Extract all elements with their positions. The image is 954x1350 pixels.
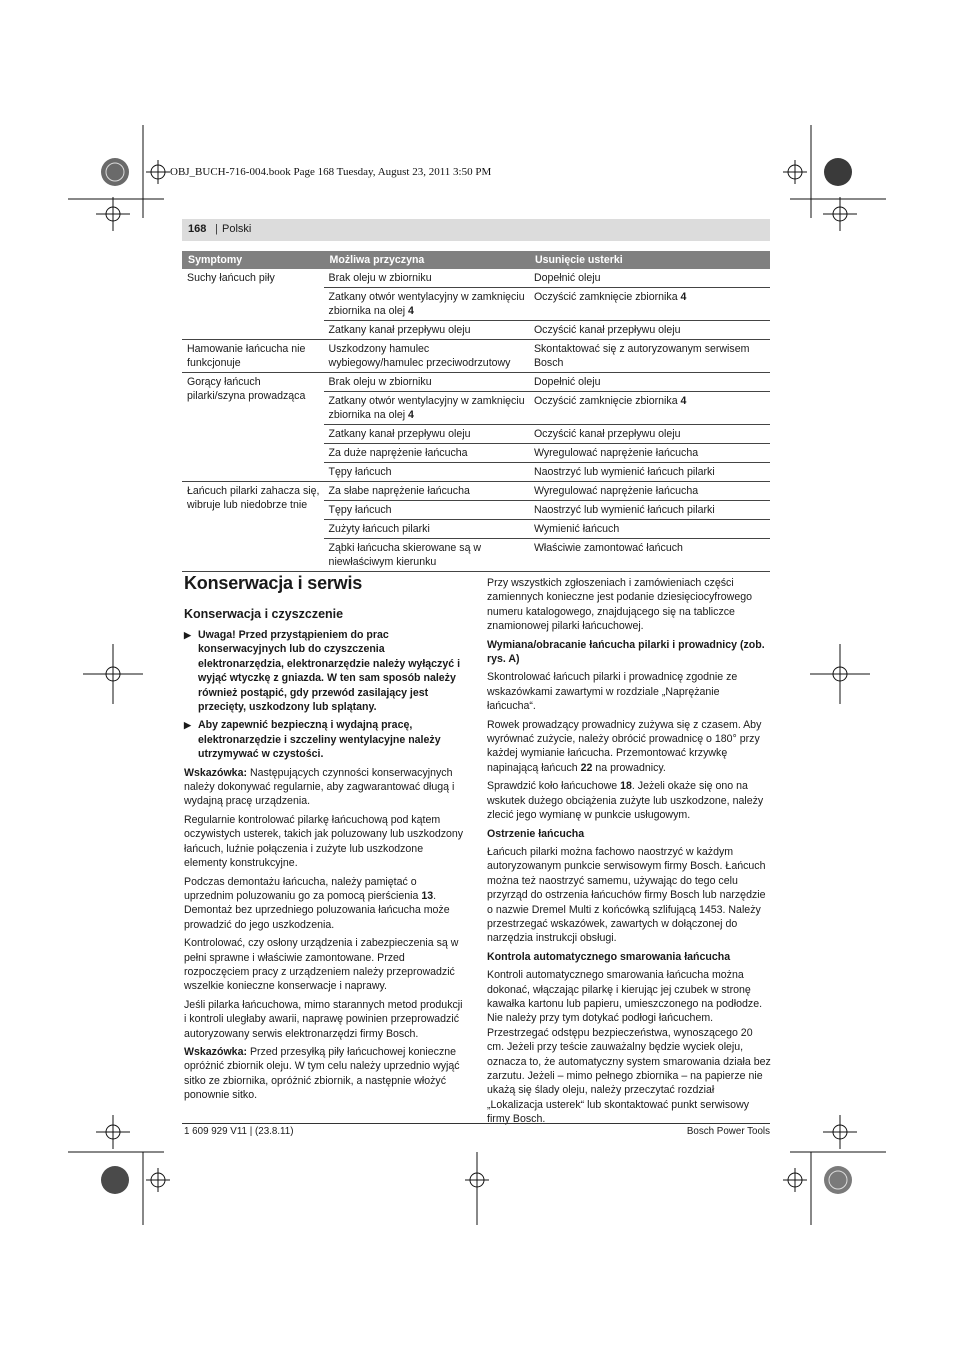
- table-row: [182, 482, 770, 501]
- cause-cell: Brak oleju w zbiorniku: [324, 373, 529, 392]
- body-paragraph: Skontrolować łańcuch pilarki i prowadnicę zgodnie ze wskazówkami zawartymi w rozdziale „Naprężanie łańcucha“.: [487, 671, 738, 713]
- table-row: [182, 373, 770, 392]
- cause-cell: Zatkany otwór wentylacyjny w zamknięciu zbiornika na olej 4: [324, 392, 529, 425]
- remedy-cell: Właściwie zamontować łańcuch: [529, 539, 770, 572]
- page-number: 168: [188, 223, 207, 235]
- column-header: Usunięcie usterki: [529, 251, 770, 269]
- body-paragraph: Podczas demontażu łańcucha, należy pamiętać o uprzednim poluzowaniu go za pomocą pierścienia 13. Demontaż bez uprzedniego poluzowania łańcucha może prowadzić do jego uszkodzenia.: [184, 875, 450, 931]
- remedy-cell: Wymienić łańcuch: [529, 520, 770, 539]
- warning-bullet: ▶ Aby zapewnić bezpieczną i wydajną pracę, elektronarzędzie i szczeliny wentylacyjne należy utrzymywać w czystości.: [184, 719, 441, 761]
- triangle-bullet-icon: ▶: [184, 630, 191, 640]
- note-paragraph: Wskazówka: Przed przesyłką piły łańcuchowej konieczne opróżnić zbiornik oleju. W tym celu należy uprzednio wyjąć sitko ze zbiornika, opróżnić zbiornik, a następnie włożyć ponownie sitko.: [184, 1045, 460, 1102]
- table-header-row: [182, 251, 770, 269]
- cause-cell: Zużyty łańcuch pilarki: [324, 520, 529, 539]
- cause-cell: Za duże naprężenie łańcucha: [324, 444, 529, 463]
- body-paragraph: Kontrolować, czy osłony urządzenia i zabezpieczenia są w pełni sprawne i właściwie zamontowane. Przed rozpoczęciem pracy z urządzeniem należy przeprowadzić wszelkie konieczne konserwacje i naprawy.: [184, 937, 459, 993]
- body-paragraph: Kontroli automatycznego smarowania łańcucha można dokonać, włączając pilarkę i kierując jej czubek w stronę kawałka kartonu lub papieru, umieszczonego na podłodze. Nie należy przy tym dotykać podłogi łańcuchem. Przestrzegać odstępu bezpieczeństwa, wynoszącego 20 cm. Jeżeli przy teście zauważalny będzie wyciek oleju, oznacza to, że automatyczny system smarowania działa bez zarzutu. Jeżeli – mimo pełnego zbiornika – na papierze nie ukażą się ślady oleju, należy przeczytać rozdział „Lokalizacja usterek“ lub skontaktować punkt serwisowy firmy Bosch.: [487, 969, 771, 1126]
- page-header: [182, 219, 770, 241]
- table-row: [182, 269, 770, 288]
- footer-divider: [182, 1123, 770, 1124]
- part-ref: 4: [408, 409, 414, 421]
- subheading: Ostrzenie łańcucha: [487, 827, 585, 840]
- cause-cell: Tępy łańcuch: [324, 501, 529, 520]
- body-paragraph: Łańcuch pilarki można fachowo naostrzyć w każdym autoryzowanym punkcie serwisowym firmy Bosch. Łańcuch można też naostrzyć samemu, używając do tego celu przyrząd do ostrzenia łańcuchów firmy Bosch lub narzędzie o nazwie Dremel Multi z końcówką szlifującą 1453. Należy przestrzegać wskazówek, zawartych w dołączonej do narzędzia instrukcji obsługi.: [487, 845, 766, 945]
- symptom-cell: Hamowanie łańcucha nie funkcjonuje: [182, 340, 324, 373]
- remedy-cell: Oczyścić zamknięcie zbiornika 4: [529, 288, 770, 321]
- note-paragraph: Wskazówka: Następujących czynności konserwacyjnych należy dokonywać regularnie, aby zagwarantować długą i wydajną pracę urządzenia.: [184, 766, 455, 808]
- cause-cell: Zatkany otwór wentylacyjny w zamknięciu zbiornika na olej 4: [324, 288, 529, 321]
- part-ref: 4: [680, 291, 687, 303]
- symptom-cell: Suchy łańcuch piły: [182, 269, 324, 340]
- section-title: Konserwacja i serwis: [184, 573, 363, 593]
- body-paragraph: Jeśli pilarka łańcuchowa, mimo starannych metod produkcji i kontroli uległaby awarii, naprawę powinien przeprowadzić autoryzowany serwis elektronarzędzi firmy Bosch.: [184, 998, 463, 1040]
- body-paragraph: Przy wszystkich zgłoszeniach i zamówieniach części zamiennych konieczne jest podanie dziesięciocyfrowego numeru katalogowego, znajdującego się na tabliczce znamionowej pilarki łańcuchowej.: [487, 577, 752, 633]
- table-row: [182, 340, 770, 373]
- column-header: Symptomy: [182, 251, 324, 269]
- cause-cell: Ząbki łańcucha skierowane są w niewłaściwym kierunku: [324, 539, 529, 572]
- triangle-bullet-icon: ▶: [184, 720, 191, 731]
- remedy-cell: Dopełnić oleju: [529, 373, 770, 392]
- left-column: [184, 628, 467, 1107]
- cause-cell: Uszkodzony hamulec wybiegowy/hamulec przeciwodrzutowy: [324, 340, 529, 373]
- remedy-cell: Naostrzyć lub wymienić łańcuch pilarki: [529, 463, 770, 482]
- cause-cell: Za słabe naprężenie łańcucha: [324, 482, 529, 501]
- part-ref: 4: [408, 305, 414, 317]
- cause-cell: Zatkany kanał przepływu oleju: [324, 321, 529, 340]
- section-subtitle: Konserwacja i czyszczenie: [184, 607, 344, 621]
- symptom-cell: Łańcuch pilarki zahacza się, wibruje lub niedobrze tnie: [182, 482, 324, 572]
- footer-brand: Bosch Power Tools: [686, 1126, 770, 1137]
- cause-cell: Tępy łańcuch: [324, 463, 529, 482]
- body-paragraph: Regularnie kontrolować pilarkę łańcuchową pod kątem oczywistych usterek, takich jak poluzowany lub uszkodzony łańcuch, luźnie połączenia i zużyte lub uszkodzone elementy konstrukcyjne.: [184, 813, 464, 870]
- remedy-cell: Naostrzyć lub wymienić łańcuch pilarki: [529, 501, 770, 520]
- remedy-cell: Oczyścić kanał przepływu oleju: [529, 321, 770, 340]
- symptom-cell: Gorący łańcuch pilarki/szyna prowadząca: [182, 373, 324, 482]
- footer-doc-number: 1 609 929 V11 | (23.8.11): [184, 1126, 294, 1137]
- part-ref: 4: [680, 395, 687, 407]
- remedy-cell: Oczyścić kanał przepływu oleju: [529, 425, 770, 444]
- remedy-cell: Wyregulować naprężenie łańcucha: [529, 482, 770, 501]
- remedy-cell: Skontaktować się z autoryzowanym serwisem Bosch: [529, 340, 770, 373]
- troubleshooting-table: [182, 251, 770, 572]
- subheading: Kontrola automatycznego smarowania łańcucha: [487, 950, 731, 963]
- remedy-cell: Wyregulować naprężenie łańcucha: [529, 444, 770, 463]
- language-label: Polski: [222, 223, 252, 235]
- column-header: Możliwa przyczyna: [324, 251, 529, 269]
- remedy-cell: Dopełnić oleju: [529, 269, 770, 288]
- body-paragraph: Rowek prowadzący prowadnicy zużywa się z czasem. Aby wyrównać zużycie, należy obrócić prowadnicę o 180° przy każdej wymianie łańcucha. Przemontować krzywkę napinającą łańcuch 22 na prowadnicy.: [487, 718, 762, 774]
- warning-bullet: ▶ Uwaga! Przed przystąpieniem do prac konserwacyjnych lub do czyszczenia elektronarzędzia, elektronarzędzie należy wyłączyć i wyjąć wtyczkę z gniazda. W ten sam sposób należy również postąpić, gdy przewód zasilający jest przecięty, uszkodzony lub splątany.: [184, 629, 461, 714]
- body-paragraph: Sprawdzić koło łańcuchowe 18. Jeżeli okaże się ono na wskutek dużego obciążenia zużyte lub uszkodzone, należy zlecić jego wymianę w punkcie usługowym.: [487, 780, 764, 822]
- print-imprint: OBJ_BUCH-716-004.book Page 168 Tuesday, August 23, 2011 3:50 PM: [170, 166, 492, 178]
- right-column: [487, 576, 771, 1131]
- remedy-cell: Oczyścić zamknięcie zbiornika 4: [529, 392, 770, 425]
- subheading: Wymiana/obracanie łańcucha pilarki i prowadnicy (zob. rys. A): [487, 638, 765, 666]
- cause-cell: Zatkany kanał przepływu oleju: [324, 425, 529, 444]
- header-separator: |: [215, 223, 218, 235]
- cause-cell: Brak oleju w zbiorniku: [324, 269, 529, 288]
